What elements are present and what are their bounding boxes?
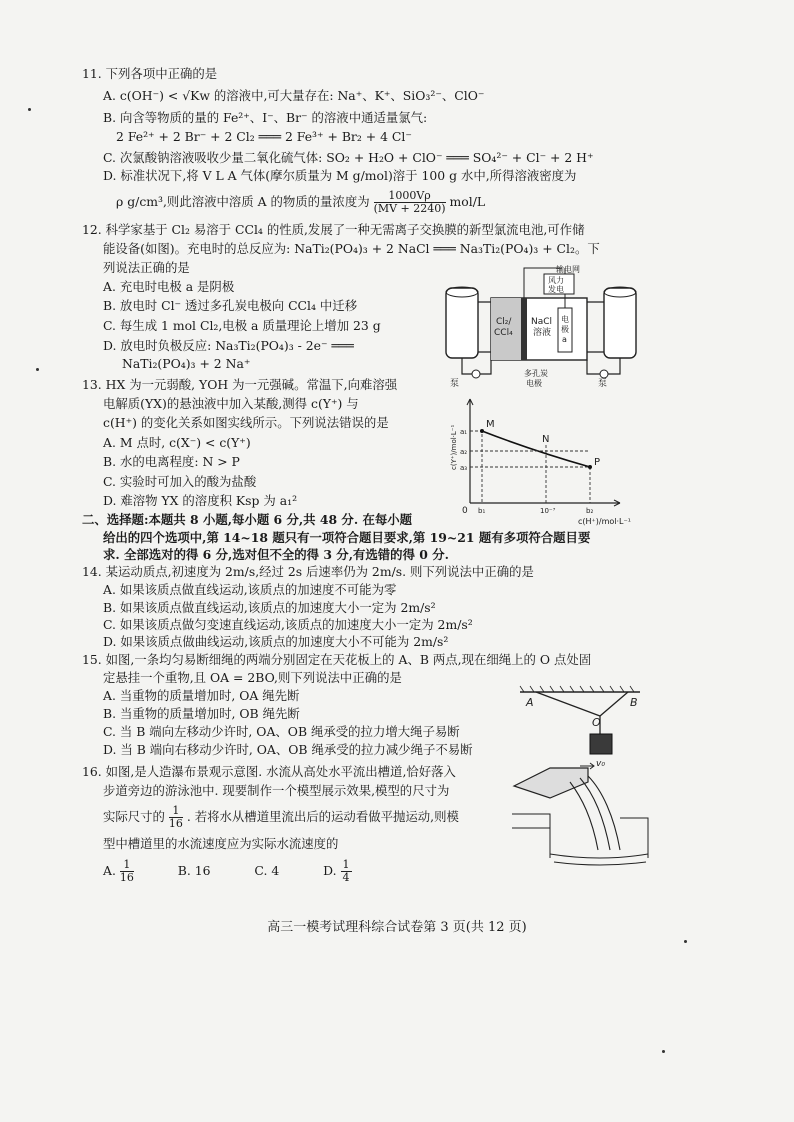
q14-option-b: B. 如果该质点做直线运动,该质点的加速度大小一定为 2m/s² (103, 600, 436, 615)
q13-option-b: B. 水的电离程度: N > P (103, 454, 240, 469)
weight (590, 734, 612, 754)
q16-option-c: C. 4 (254, 863, 280, 878)
q16-stem-line3 (103, 802, 459, 832)
q12-option-d: D. 放电时负极反应: Na₃Ti₂(PO₄)₃ - 2e⁻ ═══ (103, 338, 354, 353)
tick-b2: b₂ (586, 507, 594, 515)
page-footer: 高三一模考试理科综合试卷第 3 页(共 12 页) (267, 920, 527, 935)
q16-scale-fraction (169, 805, 183, 830)
q16-option-d-letter: D. (323, 863, 337, 878)
y-axis-label: c(Y⁺)/mol·L⁻¹ (450, 424, 458, 470)
q14-option-a: A. 如果该质点做直线运动,该质点的加速度不可能为零 (103, 582, 397, 597)
pool-edge (550, 854, 648, 865)
q16-options (103, 856, 352, 886)
wind-label: 风力 (548, 276, 564, 285)
q15-option-d: D. 当 B 端向右移动少许时, OA、OB 绳承受的拉力减少绳子不易断 (103, 742, 473, 757)
q13-stem-line2: 电解质(YX)的悬浊液中加入某酸,测得 c(Y⁺) 与 (103, 396, 359, 411)
rope-ob (600, 692, 628, 716)
x-axis-label: c(H⁺)/mol·L⁻¹ (578, 517, 631, 526)
q16-scale-num: 1 (169, 805, 183, 818)
electrode-label-3: a (562, 335, 567, 344)
q11-d-text: ρ g/cm³,则此溶液中溶质 A 的物质的量浓度为 (116, 194, 370, 209)
q11-option-a: A. c(OH⁻) < √Kw 的溶液中,可大量存在: Na⁺、K⁺、SiO₃²⁻、ClO⁻ (103, 88, 485, 103)
label-m: M (486, 419, 495, 430)
grid-label: 输电网 (556, 265, 580, 274)
q15-stem-line2: 定悬挂一个重物,且 OA = 2BO,则下列说法中正确的是 (103, 670, 402, 685)
q16-a-num: 1 (120, 859, 134, 872)
q12-stem-line2: 能设备(如图)。充电时的总反应为: NaTi₂(PO₄)₃ + 2 NaCl ═══ Na₃Ti₂(PO₄)₃ + Cl₂。下 (103, 241, 600, 256)
q12-option-d-line2: NaTi₂(PO₄)₃ + 2 Na⁺ (122, 356, 251, 371)
q12-stem-line1: 12. 科学家基于 Cl₂ 易溶于 CCl₄ 的性质,发展了一种无需离子交换膜的新型氯流电池,可作储 (82, 222, 585, 237)
q15-option-c: C. 当 B 端向左移动少许时, OA、OB 绳承受的拉力增大绳子易断 (103, 724, 460, 739)
porous-label-2: 电极 (526, 379, 542, 388)
q11-option-b: B. 向含等物质的量的 Fe²⁺、I⁻、Br⁻ 的溶液中通适量氯气: (103, 110, 428, 125)
section2-header-line1: 二、选择题:本题共 8 小题,每小题 6 分,共 48 分. 在每小题 (82, 512, 413, 527)
waterfall-diagram (510, 758, 650, 870)
q11-option-c: C. 次氯酸钠溶液吸收少量二氧化硫气体: SO₂ + H₂O + ClO⁻ ═══ SO₄²⁻ + Cl⁻ + 2 H⁺ (103, 150, 594, 165)
q16-l3-post: . 若将水从槽道里流出后的运动看做平抛运动,则模 (186, 809, 459, 824)
tick-a1: a₁ (460, 428, 468, 436)
q15-option-b: B. 当重物的质量增加时, OB 绳先断 (103, 706, 300, 721)
left-tank (446, 288, 478, 358)
q14-stem: 14. 某运动质点,初速度为 2m/s,经过 2s 后速率仍为 2m/s. 则下列说法中正确的是 (82, 564, 534, 579)
q12-stem-line3: 列说法正确的是 (103, 260, 190, 275)
cy-vs-ch-graph (448, 395, 638, 520)
q16-option-d-fraction (341, 859, 352, 884)
rope-weight-diagram (516, 682, 644, 762)
q15-stem-line1: 15. 如图,一条均匀易断细绳的两端分别固定在天花板上的 A、B 两点,现在细绳上的 O 点处固 (82, 652, 592, 667)
q16-d-num: 1 (342, 858, 350, 871)
q13-stem-line1: 13. HX 为一元弱酸, YOH 为一元强碱。常温下,向难溶强 (82, 377, 398, 392)
section2-header-line2: 给出的四个选项中,第 14~18 题只有一项符合题目要求,第 19~21 题有多项符合题目要 (103, 530, 591, 545)
left-pump (472, 370, 480, 378)
q16-a-den: 16 (119, 871, 134, 884)
q13-stem-line3: c(H⁺) 的变化关系如图实线所示。下列说法错误的是 (103, 415, 389, 430)
ccl4-label: CCl₄ (494, 328, 513, 338)
q11-option-d: D. 标准状况下,将 V L A 气体(摩尔质量为 M g/mol)溶于 100 g 水中,所得溶液密度为 (103, 168, 577, 183)
label-o: O (592, 716, 601, 729)
point-m (480, 429, 484, 433)
q16-scale-den: 16 (168, 817, 183, 830)
electrode-label-2: 极 (561, 325, 569, 334)
q11-d-denominator: (MV + 2240) (373, 202, 446, 215)
solid-curve (482, 431, 590, 467)
q11-d-numerator: 1000Vρ (374, 190, 446, 203)
q11-option-d-line2 (116, 188, 485, 216)
scan-speck (684, 940, 687, 943)
q11-d-unit: mol/L (449, 194, 486, 209)
label-b: B (630, 696, 638, 709)
q11-stem: 11. 下列各项中正确的是 (82, 66, 218, 81)
q16-option-a-fraction (120, 859, 134, 884)
q12-option-a: A. 充电时电极 a 是阴极 (103, 279, 235, 294)
flow-battery-diagram (436, 262, 646, 390)
porous-label-1: 多孔炭 (524, 369, 548, 378)
q11-option-b-equation: 2 Fe²⁺ + 2 Br⁻ + 2 Cl₂ ═══ 2 Fe³⁺ + Br₂ + 4 Cl⁻ (116, 129, 412, 144)
q12-option-b: B. 放电时 Cl⁻ 透过多孔炭电极向 CCl₄ 中迁移 (103, 298, 358, 313)
right-tank (604, 288, 636, 358)
q13-option-c: C. 实验时可加入的酸为盐酸 (103, 474, 257, 489)
q13-option-a: A. M 点时, c(X⁻) < c(Y⁺) (103, 435, 251, 450)
q12-option-c: C. 每生成 1 mol Cl₂,电极 a 质量理论上增加 23 g (103, 318, 381, 333)
scan-speck (28, 108, 31, 111)
generator-label: 发电 (548, 285, 564, 294)
cl2-label: Cl₂/ (496, 317, 512, 327)
point-p (588, 465, 592, 469)
section2-header-line3: 求. 全部选对的得 6 分,选对但不全的得 3 分,有选错的得 0 分. (103, 547, 449, 562)
q11-d-fraction (374, 190, 446, 215)
ceiling-hatching (520, 686, 634, 692)
q16-stem-line1: 16. 如图,是人造瀑布景观示意图. 水流从高处水平流出槽道,恰好落入 (82, 764, 456, 779)
rope-oa (536, 692, 600, 716)
origin-label: 0 (462, 506, 468, 516)
walkway (512, 814, 550, 858)
label-a: A (526, 696, 534, 709)
q14-option-d: D. 如果该质点做曲线运动,该质点的加速度大小不可能为 2m/s² (103, 634, 449, 649)
solution-label: 溶液 (533, 328, 552, 338)
q14-option-c: C. 如果该质点做匀变速直线运动,该质点的加速度大小一定为 2m/s² (103, 617, 473, 632)
scan-speck (36, 368, 39, 371)
tick-b1: b₁ (478, 507, 486, 515)
q13-option-d: D. 难溶物 YX 的溶度积 Ksp 为 a₁² (103, 493, 298, 508)
water-channel (514, 768, 588, 798)
left-pump-label: 泵 (450, 379, 460, 389)
nacl-label: NaCl (531, 317, 553, 327)
q16-stem-line4: 型中槽道里的水流速度应为实际水流速度的 (103, 836, 339, 851)
q16-stem-line2: 步道旁边的游泳池中. 现要制作一个模型展示效果,模型的尺寸为 (103, 783, 450, 798)
q16-option-b: B. 16 (177, 863, 211, 878)
q15-option-a: A. 当重物的质量增加时, OA 绳先断 (103, 688, 300, 703)
tick-a2: a₂ (460, 448, 468, 456)
label-p: P (594, 457, 601, 468)
q16-l3-pre: 实际尺寸的 (103, 809, 165, 824)
scan-speck (662, 1050, 665, 1053)
v0-label: v₀ (596, 759, 605, 769)
tick-a3: a₃ (460, 464, 468, 472)
water-flow (570, 776, 620, 850)
dashed-guides (470, 431, 590, 503)
tick-10-7: 10⁻⁷ (540, 507, 556, 515)
q16-option-a-letter: A. (103, 863, 116, 878)
label-n: N (542, 434, 550, 445)
porous-carbon-electrode (521, 298, 527, 360)
right-pump-label: 泵 (598, 379, 608, 389)
electrode-label-1: 电 (561, 315, 569, 324)
q16-d-den: 4 (342, 871, 350, 884)
pool-wall (620, 818, 648, 858)
right-pump (600, 370, 608, 378)
